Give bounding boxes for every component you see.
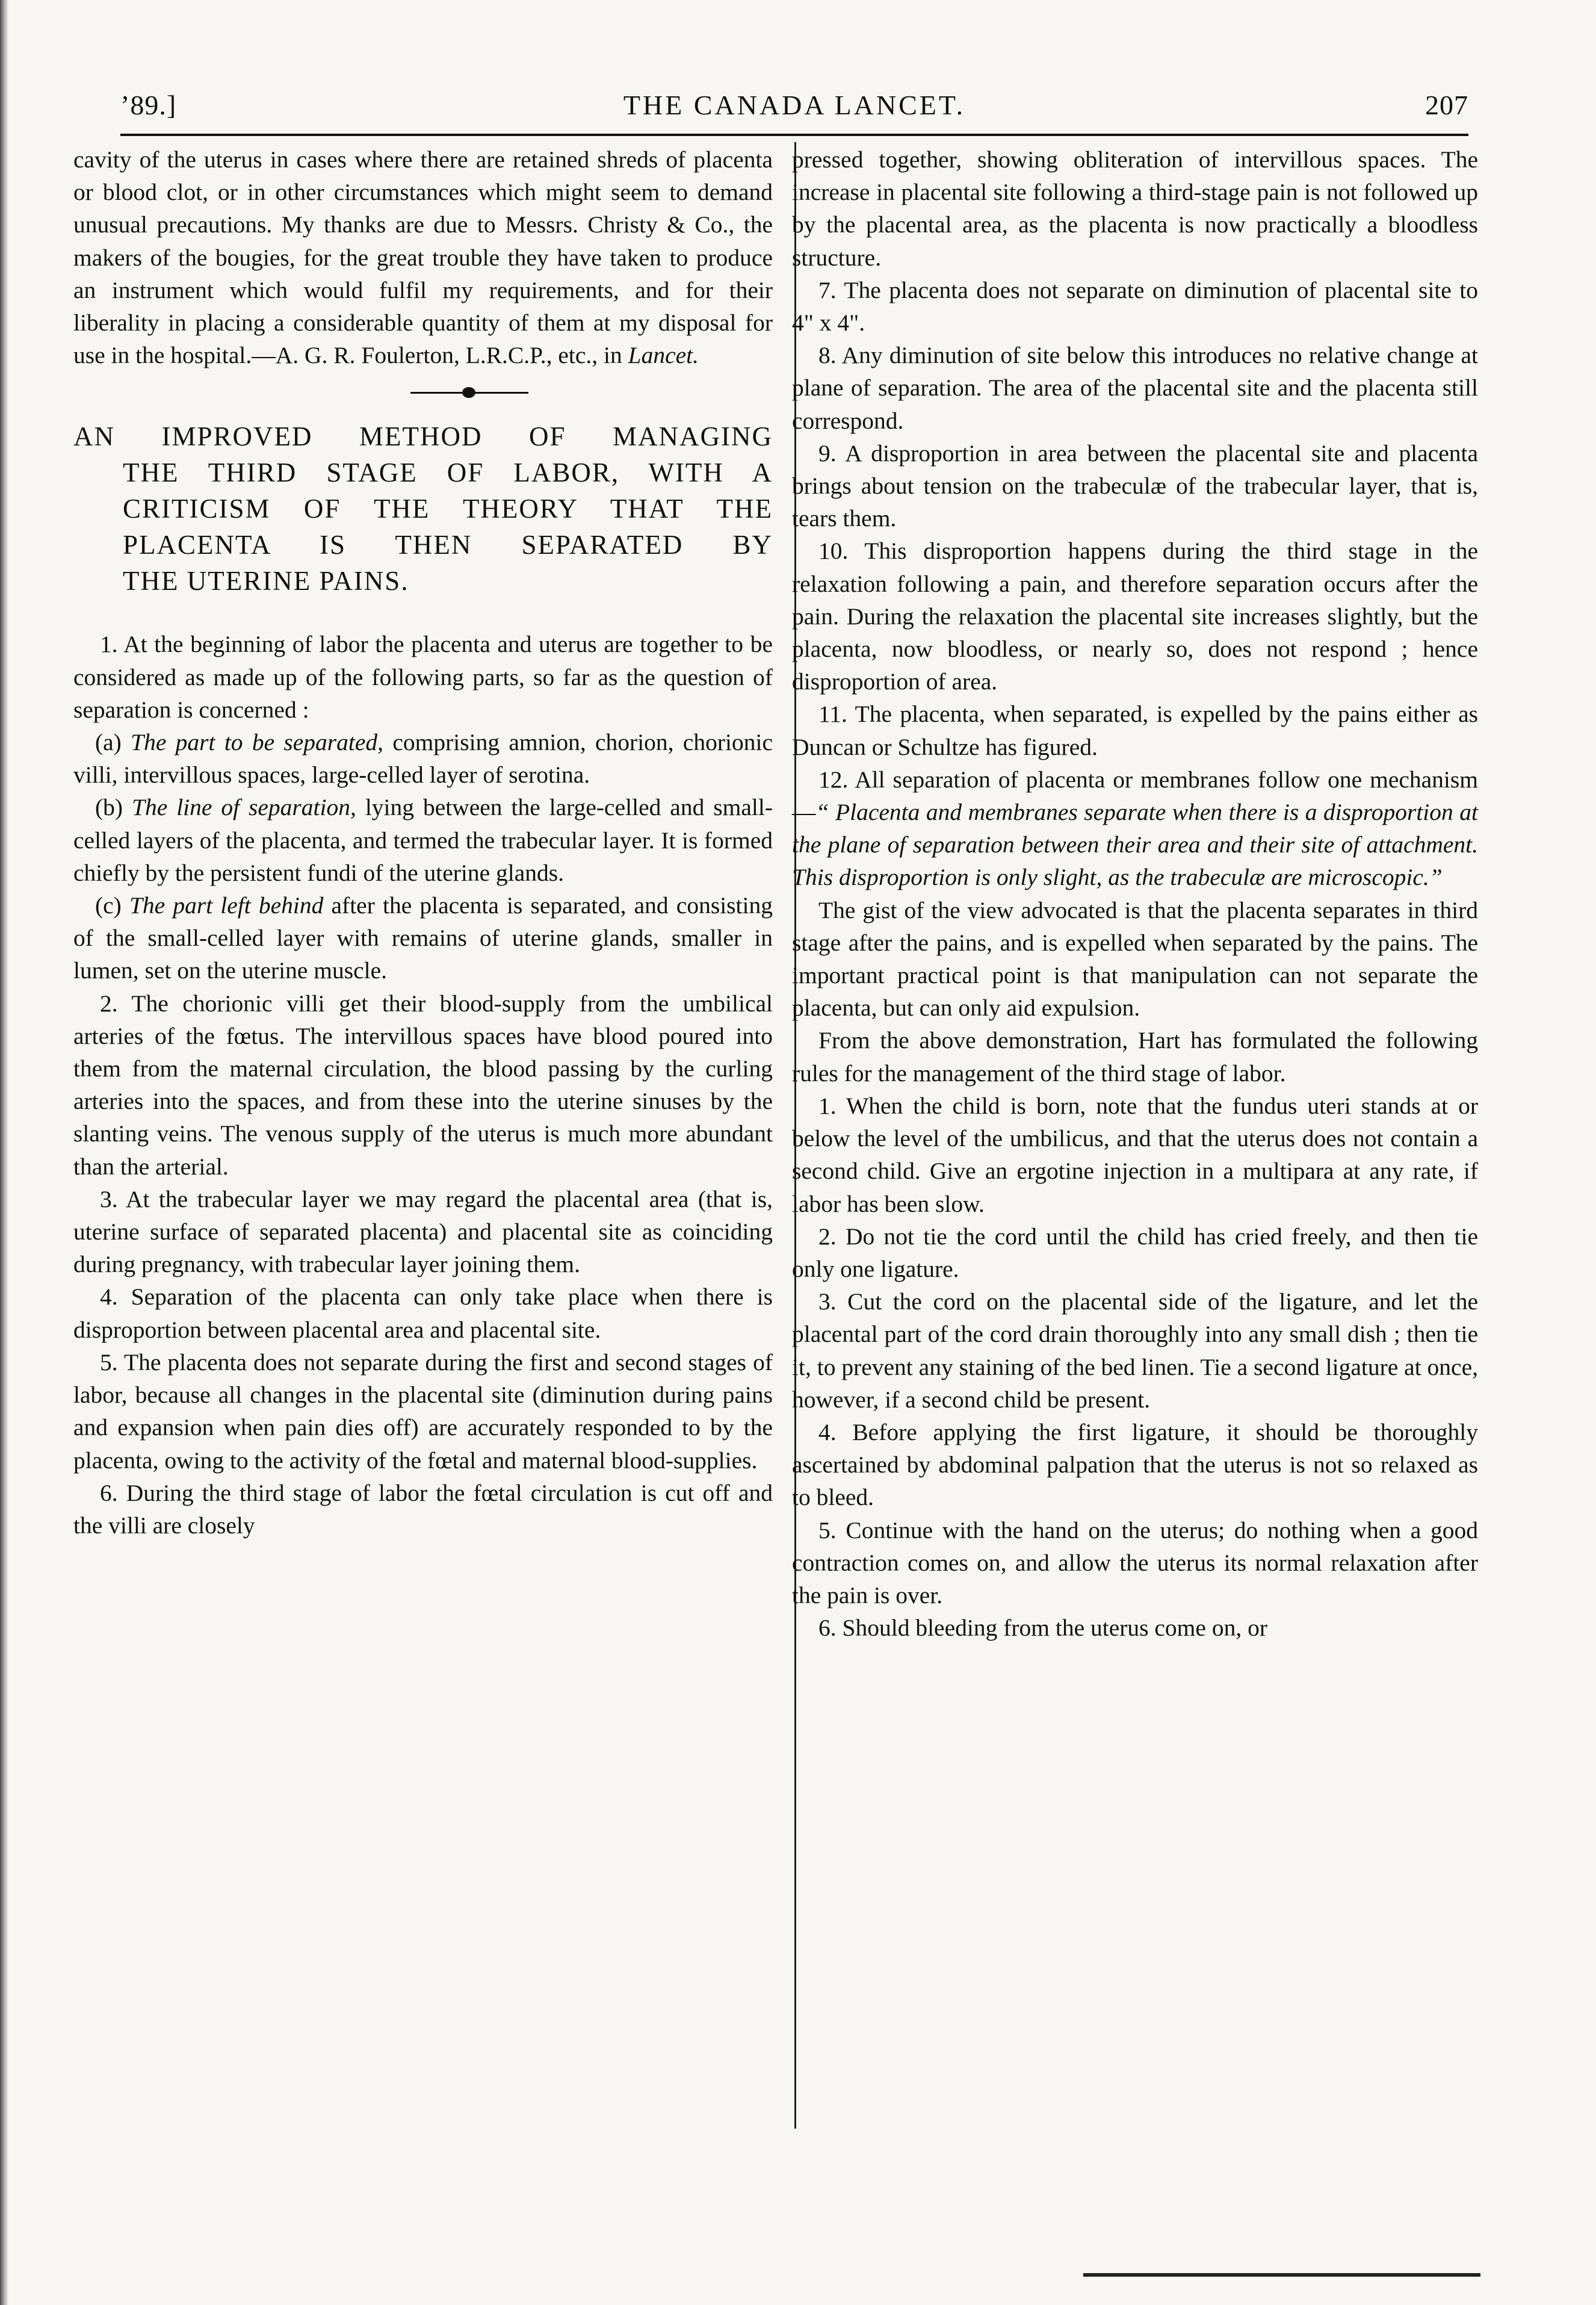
paragraph-10: 10. This disproportion happens during the third stage in the relaxation following a pain, and therefore separation occurs after the pain. During the relaxation the placental site increases slightly, but the placenta, now bloodless, or nearly so, does not respond ; hence disproportion of area. bbox=[792, 538, 1478, 695]
scan-binding-edge bbox=[0, 0, 8, 2305]
paragraph-1c bbox=[73, 889, 773, 987]
rule-6: 6. Should bleeding from the uterus come on, or bbox=[818, 1615, 1267, 1642]
paragraph-4: 4. Separation of the placenta can only take place when there is disproportion between placental area and placental site. bbox=[73, 1283, 773, 1343]
label-a: (a) bbox=[95, 729, 131, 756]
paragraph-6-continued: pressed together, showing obliteration of intervillous spaces. The increase in placental site following a third-stage pain is not followed up by the placental area, as the placenta is now practically a bloodless structure. bbox=[792, 146, 1478, 271]
text-a: comprising amnion, chorion, chorionic villi, intervillous spaces, large-celled layer of serotina. bbox=[73, 729, 773, 789]
title-line-1: AN IMPROVED METHOD OF MANAGING bbox=[73, 421, 773, 452]
rule-4: 4. Before applying the first ligature, it should be thoroughly ascertained by abdominal palpation that the uterus is not so relaxed as to bleed. bbox=[792, 1418, 1478, 1511]
rule-3: 3. Cut the cord on the placental side of the ligature, and let the placental part of the cord drain thoroughly into any small dish ; then tie it, to prevent any staining of the bed linen. Tie a second ligature at once, however, if a second child be present. bbox=[792, 1288, 1478, 1413]
title-line-2: THE THIRD STAGE OF LABOR, WITH A bbox=[123, 458, 773, 488]
rule-1: 1. When the child is born, note that the fundus uteri stands at or below the level of the umbilicus, and that the uterus does not contain a second child. Give an ergotine injection in a multipara at any rate, if labor has been slow. bbox=[792, 1092, 1478, 1217]
p12-text: 12. All separation of placenta or membranes follow one mechanism— bbox=[792, 766, 1478, 826]
term-a: The part to be separated, bbox=[131, 729, 384, 756]
paragraph-9: 9. A disproportion in area between the placental site and placenta brings about tension on the trabeculæ of the trabecular layer, that is, tears them. bbox=[792, 439, 1478, 532]
text-b: lying between the large-celled and small-celled layers of the placenta, and termed the trabecular layer. It is formed chiefly by the persistent fundi of the uterine glands. bbox=[73, 794, 773, 886]
label-b: (b) bbox=[95, 794, 132, 821]
ornament-dot bbox=[462, 387, 475, 398]
paragraph-1a bbox=[73, 726, 773, 791]
page-header bbox=[120, 89, 1468, 137]
paragraph-rules-intro: From the above demonstration, Hart has formulated the following rules for the management of the third stage of labor. bbox=[792, 1027, 1478, 1087]
label-c: (c) bbox=[95, 892, 129, 919]
page-number: 207 bbox=[1425, 90, 1468, 120]
paragraph-2: 2. The chorionic villi get their blood-supply from the umbilical arteries of the fœtus. The intervillous spaces have blood poured into them from the maternal circulation, the blood passing by the curling arteries into the spaces, and from these into the uterine sinuses by the slanting veins. The venous supply of the uterus is much more abundant than the arterial. bbox=[73, 990, 773, 1180]
intro-source: Lancet. bbox=[628, 342, 699, 369]
folio-year: ’89.] bbox=[120, 90, 177, 120]
paragraph-6: 6. During the third stage of labor the fœtal circulation is cut off and the villi are closely bbox=[73, 1479, 773, 1539]
left-column bbox=[73, 143, 773, 1542]
paragraph-3: 3. At the trabecular layer we may regard the placental area (that is, uterine surface of separated placenta) and placental site as coinciding during pregnancy, with trabecular layer joining them. bbox=[73, 1185, 773, 1278]
intro-text: cavity of the uterus in cases where there are retained shreds of placenta or blood clot, or in other circumstances which might seem to demand unusual precautions. My thanks are due to Messrs. Christy & Co., the makers of the bougies, for the great trouble they have taken to produce an instrument which would fulfil my requirements, and for their liberality in placing a considerable quantity of them at my disposal for use in the hospital.—A. G. R. Foulerton, L.R.C.P., etc., in bbox=[73, 146, 773, 369]
rule-5: 5. Continue with the hand on the uterus; do nothing when a good contraction comes on, and allow the uterus its normal relaxation after the pain is over. bbox=[792, 1516, 1478, 1609]
paragraph-5: 5. The placenta does not separate during the first and second stages of labor, because all changes in the placental site (diminution during pains and expansion when pain dies off) are accurately responded to by the placenta, owing to the activity of the fœtal and maternal blood-supplies. bbox=[73, 1348, 773, 1474]
paragraph-1b bbox=[73, 791, 773, 889]
article-title bbox=[73, 418, 773, 599]
right-column bbox=[792, 143, 1478, 1644]
paragraph-intro bbox=[73, 143, 773, 371]
title-line-4: PLACENTA IS THEN SEPARATED BY bbox=[123, 530, 773, 560]
paragraph-12 bbox=[792, 763, 1478, 894]
title-line-5: THE UTERINE PAINS. bbox=[123, 566, 409, 597]
section-ornament bbox=[73, 371, 773, 414]
rule-2: 2. Do not tie the cord until the child has cried freely, and then tie only one ligature. bbox=[792, 1223, 1478, 1282]
text-c: after the placenta is separated, and consisting of the small-celled layer with remains of uterine glands, smaller in lumen, set on the uterine muscle. bbox=[73, 892, 773, 984]
title-line-3: CRITICISM OF THE THEORY THAT THE bbox=[123, 494, 773, 524]
paragraph-7: 7. The placenta does not separate on diminution of placental site to 4" x 4". bbox=[792, 276, 1478, 337]
paragraph-gist: The gist of the view advocated is that the placenta separates in third stage after the pains, and is expelled when separated by the pains. The important practical point is that manipulation can not separate the placenta, but can only aid expulsion. bbox=[792, 896, 1478, 1022]
term-b: The line of separation, bbox=[132, 794, 356, 821]
header-rule bbox=[120, 134, 1468, 136]
paragraph-11: 11. The placenta, when separated, is expelled by the pains either as Duncan or Schultze has figured. bbox=[792, 701, 1478, 760]
running-title: THE CANADA LANCET. bbox=[623, 90, 966, 120]
paragraph-8: 8. Any diminution of site below this introduces no relative change at plane of separation. The area of the placental site and the placenta still correspond. bbox=[792, 342, 1478, 434]
p12-quote: “ Placenta and membranes separate when there is a disproportion at the plane of separation between their area and their site of attachment. This disproportion is only slight, as the trabeculæ are microscopic.” bbox=[792, 799, 1478, 891]
term-c: The part left behind bbox=[129, 892, 324, 919]
bottom-rule bbox=[1083, 2273, 1480, 2277]
paragraph-1: 1. At the beginning of labor the placenta and uterus are together to be considered as made up of the following parts, so far as the question of separation is concerned : bbox=[73, 631, 773, 723]
